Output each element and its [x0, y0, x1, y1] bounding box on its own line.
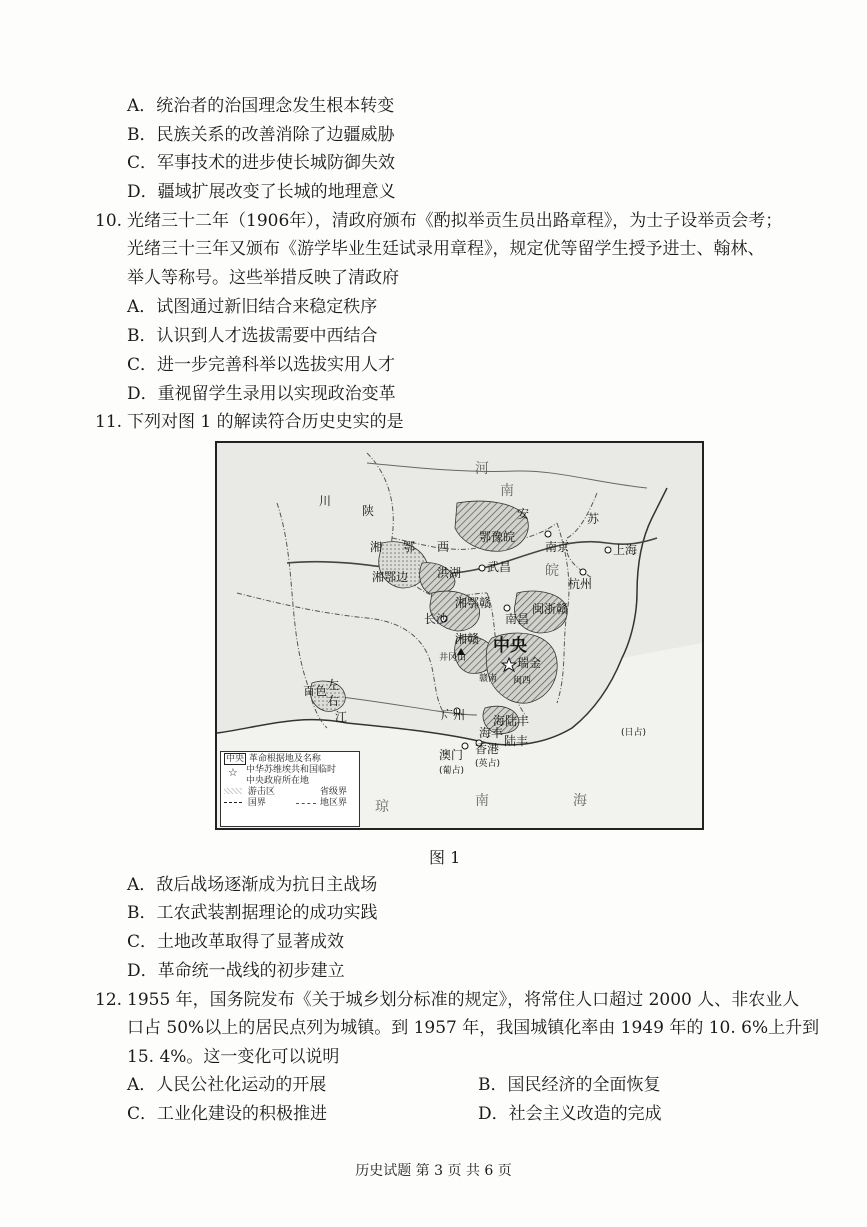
label-qiong: 琼 [375, 799, 389, 815]
label-ruijin: 瑞金 [517, 656, 542, 670]
legend-district-border-line [296, 803, 316, 804]
q11-option-c: C．土地改革取得了显著成效 [127, 932, 345, 952]
page-footer: 历史试题 第 3 页 共 6 页 [355, 1163, 512, 1179]
q12-stem-line-3: 15. 4%。这一变化可以说明 [127, 1047, 340, 1067]
q9-option-d: D．疆域扩展改变了长城的地理意义 [127, 182, 396, 202]
q12-stem-line-2: 口占 50%以上的居民点列为城镇。到 1957 年，我国城镇化率由 1949 年的 10. 6%上升到 [127, 1018, 820, 1038]
province-border-7 [566, 493, 597, 578]
q12-option-c: C．工业化建设的积极推进 [127, 1104, 328, 1124]
label-minxi: 闽西 [513, 676, 532, 686]
label-eyuwan: 鄂豫皖 [479, 530, 516, 544]
legend-base-box: 中央 [226, 754, 245, 764]
label-xianggan: 湘赣 [455, 632, 480, 646]
label-sichuan: 川 [319, 494, 332, 508]
q10-stem-line-2: 光绪三十三年又颁布《游学毕业生廷试录用章程》，规定优等留学生授予进士、翰林、 [127, 239, 765, 259]
label-hongkong-note: (英占) [475, 759, 501, 769]
label-lufeng: 陆丰 [504, 734, 529, 748]
label-wuchang: 武昌 [487, 560, 512, 574]
label-su: 苏 [587, 512, 600, 526]
label-changsha: 长沙 [424, 612, 449, 626]
legend-star-icon: ☆ [228, 766, 238, 779]
legend-national-border-line [224, 802, 242, 803]
legend-guerrilla-row [224, 787, 356, 798]
label-zhongyang: 中央 [493, 636, 527, 656]
q10-option-a: A．试图通过新旧结合来稳定秩序 [127, 297, 378, 317]
label-haifeng: 海丰 [479, 726, 504, 740]
label-xiangegan: 湘鄂赣 [455, 596, 492, 610]
label-zuo: 左 [327, 678, 340, 692]
q11-number: 11. [95, 412, 123, 432]
legend-guerrilla-swatch [224, 788, 242, 794]
legend-national-border-text: 国界 [247, 798, 266, 808]
q11-option-d: D．革命统一战线的初步建立 [127, 961, 345, 981]
hangzhou-marker [580, 569, 586, 575]
q11-option-b: B．工农武装割据理论的成功实践 [127, 903, 378, 923]
label-xiang: 湘 [370, 540, 383, 554]
label-hailufeng: 海陆丰 [493, 714, 530, 728]
q12-option-b: B．国民经济的全面恢复 [478, 1075, 661, 1095]
shanghai-marker [605, 547, 611, 553]
label-minzhegan: 闽浙赣 [532, 602, 569, 616]
legend-capital-row-1 [224, 765, 356, 779]
label-macau-note: (葡占) [439, 766, 465, 776]
q10-option-b: B．认识到人才选拔需要中西结合 [127, 326, 378, 346]
legend-capital-text-1: 中华苏维埃共和国临时 [246, 765, 337, 775]
q10-stem-line-3: 举人等称号。这些举措反映了清政府 [127, 268, 399, 288]
label-an: 安 [517, 507, 530, 521]
label-you: 右 [327, 694, 340, 708]
label-honghu: 洪湖 [437, 566, 462, 580]
q11-stem-text: 下列对图 1 的解读符合历史史实的是 [127, 412, 404, 432]
q10-stem-line-1 [95, 210, 782, 232]
label-nan: 南 [475, 793, 489, 809]
label-nanchang: 南昌 [505, 612, 530, 626]
legend-capital-row-2: 中央政府所在地 [246, 776, 310, 786]
q9-option-b: B．民族关系的改善消除了边疆威胁 [127, 125, 395, 145]
q11-stem [95, 411, 404, 433]
label-wan: 皖 [545, 563, 559, 579]
q12-number: 12. [95, 990, 123, 1010]
label-xiangebian: 湘鄂边 [372, 570, 409, 584]
q12-option-a: A．人民公社化运动的开展 [127, 1075, 327, 1095]
label-baise: 百色 [303, 684, 328, 698]
label-hangzhou: 杭州 [568, 577, 593, 591]
label-henan-2: 南 [500, 483, 514, 499]
legend-base-row [224, 754, 356, 765]
q12-stem-line-1 [95, 989, 799, 1011]
label-hongkong: 香港 [475, 742, 500, 756]
label-macau: 澳门 [439, 748, 464, 762]
q10-option-d: D．重视留学生录用以实现政治变革 [127, 384, 396, 404]
q9-option-c: C．军事技术的进步使长城防御失效 [127, 153, 396, 173]
label-taiwan-note: (日占) [621, 728, 647, 738]
map-legend [220, 751, 360, 827]
label-shaanxi: 陕 [362, 504, 375, 518]
label-jinggangshan: 井冈山 [439, 653, 467, 663]
label-jiang: 江 [335, 710, 348, 724]
q11-option-a: A．敌后战场逐渐成为抗日主战场 [127, 875, 378, 895]
figure-caption: 图 1 [429, 848, 461, 867]
q10-number: 10. [95, 211, 123, 231]
revolutionary-bases-map [215, 441, 704, 830]
legend-base-text: 革命根据地及名称 [248, 754, 321, 764]
q12-stem-text-1: 1955 年，国务院发布《关于城乡划分标准的规定》，将常住人口超过 2000 人、非农业人 [127, 990, 800, 1010]
legend-province-border: 省级界 [320, 787, 348, 797]
label-hai: 海 [573, 793, 587, 809]
nanjing-marker [545, 531, 551, 537]
legend-guerrilla-text: 游击区 [247, 787, 275, 797]
q10-option-c: C．进一步完善科举以选拔实用人才 [127, 355, 396, 375]
q9-option-a: A．统治者的治国理念发生根本转变 [127, 96, 395, 116]
label-shanghai: 上海 [613, 543, 638, 557]
label-e: 鄂 [403, 540, 416, 554]
label-xi: 西 [437, 540, 450, 554]
legend-district-border-text: 地区界 [320, 798, 348, 808]
nanchang-marker [504, 605, 510, 611]
label-gannan: 赣南 [479, 674, 498, 684]
label-guangzhou: 广州 [441, 708, 466, 722]
label-henan-1: 河 [475, 461, 489, 477]
q12-option-d: D．社会主义改造的完成 [478, 1104, 662, 1124]
q10-stem-text-1: 光绪三十二年（1906年），清政府颁布《酌拟举贡生员出路章程》，为士子设举贡会考； [127, 211, 783, 231]
label-nanjing: 南京 [545, 540, 570, 554]
wuchang-marker [479, 565, 485, 571]
legend-border-row [224, 798, 356, 809]
